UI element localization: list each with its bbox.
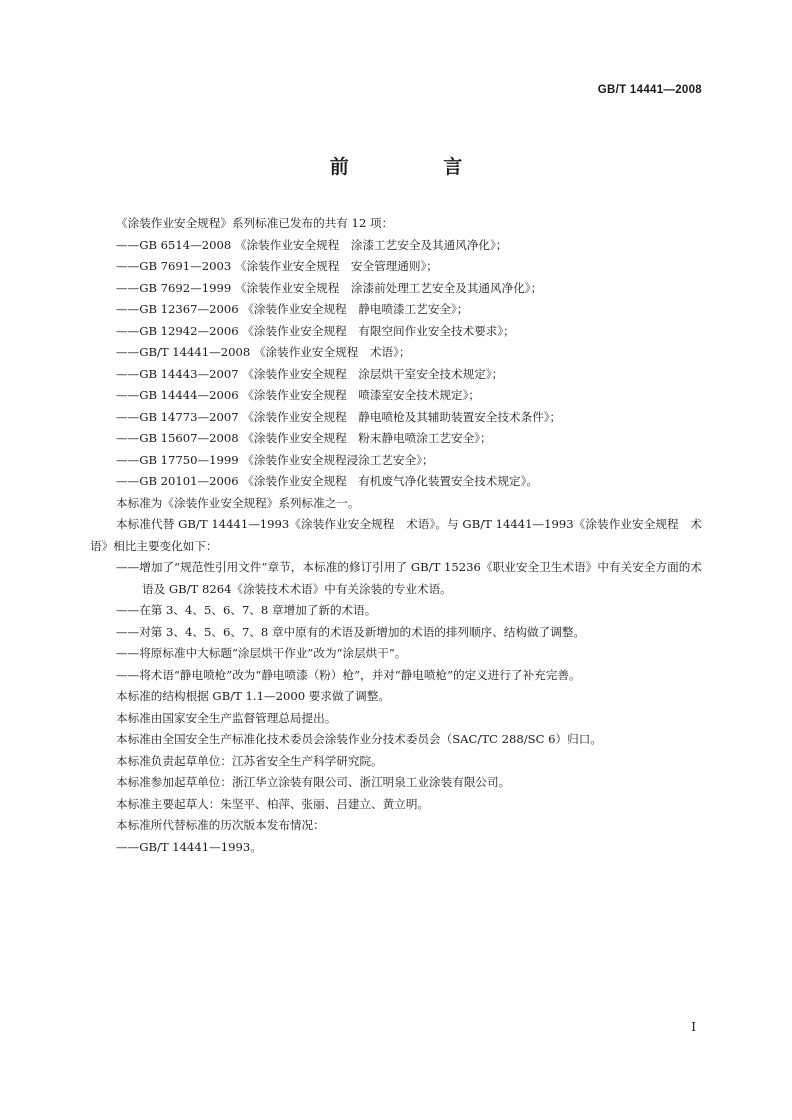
statement-paragraph: 本标准由国家安全生产监督管理总局提出。 (116, 710, 337, 725)
series-item: ——GB 15607—2008 《涂装作业安全规程 粉末静电喷涂工艺安全》； (116, 431, 492, 445)
series-item: ——GB 17750—1999 《涂装作业安全规程浸涂工艺安全》； (116, 452, 434, 467)
change-item: ——将原标准中大标题“涂层烘干作业”改为“涂层烘干”。 (116, 646, 407, 660)
statement-paragraph: 本标准参加起草单位：浙江华立涂装有限公司、浙江明泉工业涂装有限公司。 (116, 775, 511, 789)
series-item: ——GB 14443—2007 《涂装作业安全规程 涂层烘干室安全技术规定》； (116, 366, 504, 381)
page-title: 前 言 (329, 156, 507, 178)
intro-paragraph: 《涂装作业安全规程》系列标准已发布的共有 12 项： (116, 216, 394, 230)
series-item: ——GB 6514—2008 《涂装作业安全规程 涂漆工艺安全及其通风净化》； (116, 237, 508, 252)
part-of-series-paragraph: 本标准为《涂装作业安全规程》系列标准之一。 (116, 495, 360, 510)
series-item: ——GB/T 14441—2008 《涂装作业安全规程 术语》； (116, 345, 411, 359)
statement-paragraph: 本标准负责起草单位：江苏省安全生产科学研究院。 (116, 753, 383, 768)
standard-code: GB/T 14441—2008 (597, 84, 702, 96)
change-item: ——对第 3、4、5、6、7、8 章中原有的术语及新增加的术语的排列顺序、结构做了调整。 (116, 624, 586, 639)
series-item: ——GB 7692—1999 《涂装作业安全规程 涂漆前处理工艺安全及其通风净化》； (116, 280, 543, 295)
series-item: ——GB 12942—2006 《涂装作业安全规程 有限空间作业安全技术要求》； (116, 323, 515, 338)
replaces-paragraph: 本标准代替 GB/T 14441—1993《涂装作业安全规程 术语》。与 GB/T 14441—1993《涂装作业安全规程 术语》相比主要变化如下： (90, 517, 702, 553)
series-item: ——GB 12367—2006 《涂装作业安全规程 静电喷漆工艺安全》； (116, 302, 469, 316)
statement-paragraph: 本标准主要起草人：朱坚平、柏萍、张丽、吕建立、黄立明。 (116, 796, 430, 811)
statement-paragraph: 本标准的结构根据 GB/T 1.1—2000 要求做了调整。 (116, 689, 390, 703)
series-item: ——GB 7691—2003 《涂装作业安全规程 安全管理通则》； (116, 259, 438, 273)
statement-paragraph: 本标准所代替标准的历次版本发布情况： (116, 818, 325, 832)
series-item: ——GB 20101—2006 《涂装作业安全规程 有机废气净化装置安全技术规定》。 (116, 474, 538, 488)
series-item: ——GB 14444—2006 《涂装作业安全规程 喷漆室安全技术规定》； (116, 388, 480, 402)
change-item: ——在第 3、4、5、6、7、8 章增加了新的术语。 (116, 603, 377, 617)
foreword-body (90, 213, 702, 858)
page-number: I (691, 1020, 696, 1034)
series-item: ——GB 14773—2007 《涂装作业安全规程 静电喷枪及其辅助装置安全技术条件》； (116, 409, 562, 424)
history-item: ——GB/T 14441—1993。 (116, 839, 262, 854)
statement-paragraph: 本标准由全国安全生产标准化技术委员会涂装作业分技术委员会（SAC/TC 288/SC 6）归口。 (116, 732, 602, 746)
change-item: ——将术语“静电喷枪”改为“静电喷漆（粉）枪”，并对“静电喷枪”的定义进行了补充完善。 (116, 667, 581, 682)
change-item: ——增加了“规范性引用文件”章节，本标准的修订引用了 GB/T 15236《职业安全卫生术语》中有关安全方面的术语及 GB/T 8264《涂装技术术语》中有关涂装的专业术语。 (116, 560, 702, 596)
